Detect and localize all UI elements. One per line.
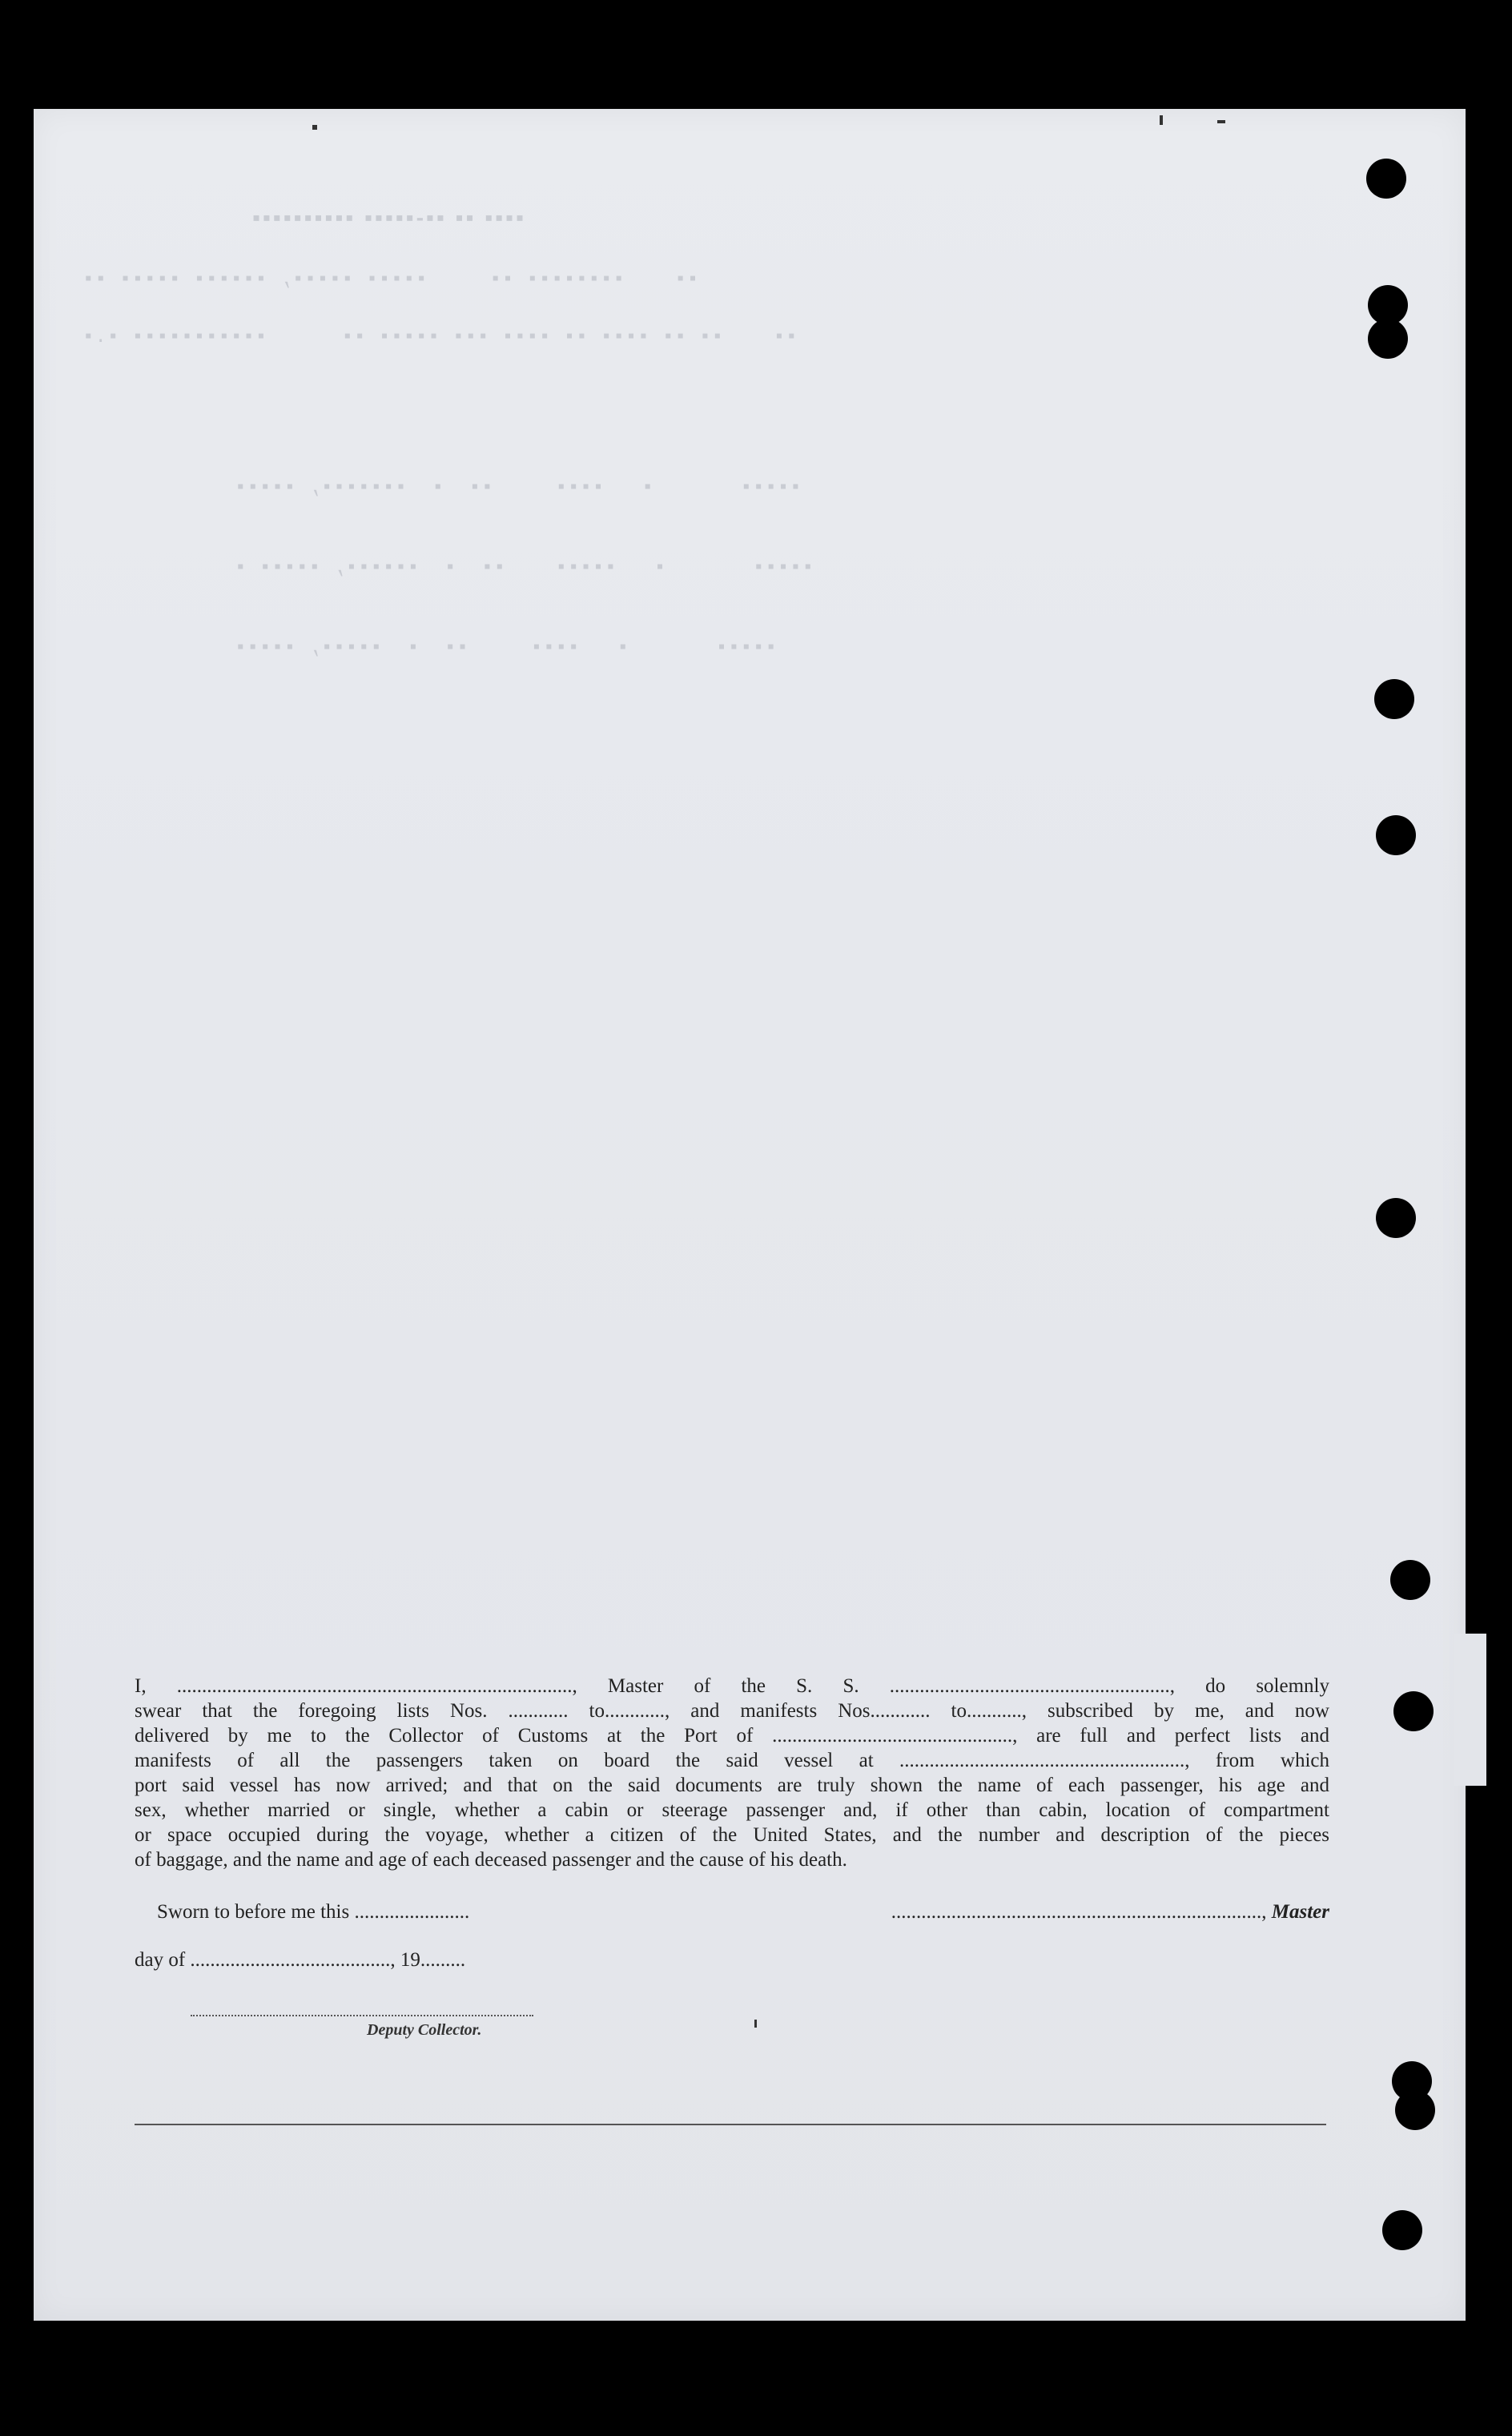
oath-line: I, ..............................................................................., Master of the S. S. ........................................................, do solemnly	[135, 1675, 1329, 1697]
horizontal-rule	[135, 2124, 1326, 2125]
oath-line: swear that the foregoing lists Nos. ............ to............, and manifests Nos............ to..........., subscribed by me, and now	[135, 1700, 1329, 1722]
binder-hole	[1395, 2090, 1435, 2130]
bleed-through-line: ▪▪▪▪▪ ▪ ▪▪▪▪▪ ▪▪ ▪ ▪▪▪▪▪▪, ▪▪▪▪▪ ▪	[234, 557, 814, 579]
binder-hole	[1393, 1691, 1434, 1731]
oath-paragraph	[135, 1674, 1329, 1872]
ink-speck	[1217, 120, 1225, 123]
bleed-through-line: ▪▪▪▪▪ ▪ ▪▪▪▪ ▪▪ ▪ ▪▪▪▪▪, ▪▪▪▪▪	[234, 637, 777, 659]
binder-hole	[1376, 815, 1416, 855]
bleed-through-line: ▪▪ ▪▪▪▪▪▪▪▪ ▪▪ ▪▪▪▪▪ ▪▪▪▪▪, ▪▪▪▪▪▪ ▪▪▪▪▪ ▪▪	[82, 269, 699, 291]
binder-hole	[1382, 2210, 1422, 2250]
binder-hole	[1374, 679, 1414, 719]
binder-hole	[1376, 1198, 1416, 1238]
bleed-through-line: ▪▪ ▪▪ ▪▪ ▪▪▪▪ ▪▪ ▪▪▪▪ ▪▪▪ ▪▪▪▪▪ ▪▪ ▪▪▪▪▪▪▪▪▪▪▪ ▪.▪	[82, 327, 798, 348]
master-label: Master	[1271, 1901, 1329, 1923]
deputy-collector-label: Deputy Collector.	[367, 2021, 482, 2039]
oath-line: delivered by me to the Collector of Customs at the Port of ................................................, are full and perfect lists and	[135, 1725, 1329, 1747]
bleed-through-line: ▪▪▪▪▪ ▪ ▪▪▪▪ ▪▪ ▪ ▪▪▪▪▪▪▪, ▪▪▪▪▪	[234, 477, 802, 499]
sworn-before-text: Sworn to before me this .......................	[157, 1901, 470, 1923]
oath-line: manifests of all the passengers taken on board the said vessel at ........................................................., from which	[135, 1750, 1329, 1771]
binder-hole	[1366, 159, 1406, 199]
document-page	[34, 109, 1466, 2321]
ink-speck	[312, 125, 317, 130]
bleed-through-heading: ▪▪▪▪ ▪▪ ▪▪-▪▪▪▪▪ ▪▪▪▪▪▪▪▪▪▪	[250, 205, 524, 230]
day-of-text: day of ........................................, 19.........	[135, 1949, 466, 1971]
deputy-signature-line	[191, 2015, 533, 2016]
binder-hole	[1368, 319, 1408, 359]
ink-speck	[754, 2020, 757, 2028]
binder-hole	[1390, 1560, 1430, 1600]
oath-line: or space occupied during the voyage, whether a citizen of the United States, and the number and description of the pieces	[135, 1824, 1329, 1846]
master-signature-dots: ..........................................................................,	[891, 1901, 1267, 1923]
oath-line: sex, whether married or single, whether a cabin or steerage passenger and, if other than cabin, location of compartment	[135, 1799, 1329, 1821]
ink-speck	[1160, 115, 1163, 125]
oath-line: of baggage, and the name and age of each deceased passenger and the cause of his death.	[135, 1849, 847, 1871]
oath-line: port said vessel has now arrived; and that on the said documents are truly shown the name of each passenger, his age and	[135, 1775, 1329, 1796]
master-signature-line	[833, 1901, 1329, 1923]
page-edge	[1454, 1634, 1486, 1786]
